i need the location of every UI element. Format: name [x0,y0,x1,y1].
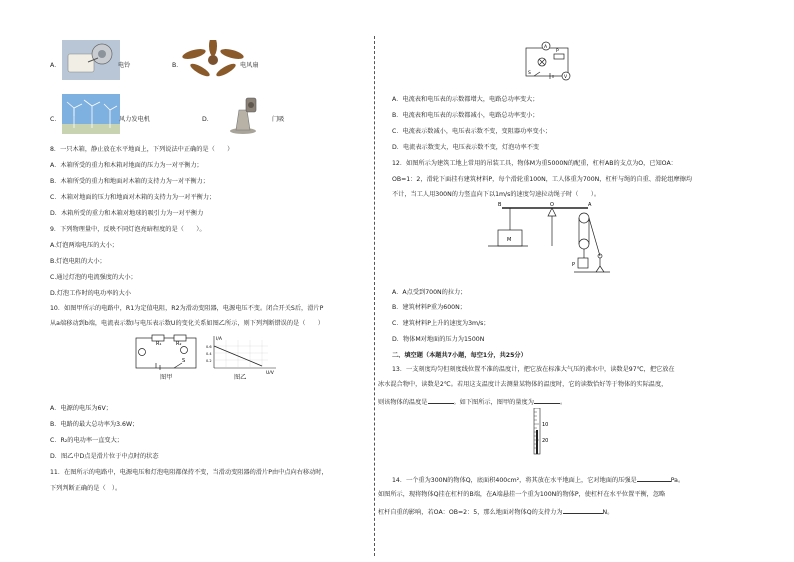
q9-option-b: B.灯泡电阻的大小； [50,258,106,265]
q14-line-1-part-b: Pa。 [670,477,685,484]
ceiling-fan-image [182,40,244,84]
section-2-heading: 二、填空题（本题共7小题，每空1分，共25分） [392,352,527,359]
q12-stem-line-3: 不计，当工人用300N的力竖直向下以1m/s的速度匀速拉动绳子时（ ）。 [392,191,601,198]
q11-option-d: D．电流表示数变大，电压表示数不变，灯泡功率不变 [392,144,540,151]
q11-stem-line-2: 下列判断正确的是（ ）。 [50,485,122,492]
q10-fig-1-caption: 图甲 [160,374,173,381]
q12-lever-pulley-diagram [488,200,612,284]
q13-line-1: 13．一支刻度均匀但刻度线位置不准的温度计，把它放在标准大气压的沸水中，读数是97℃，把它放在 [392,366,675,373]
q14-line-2: 如图所示，现将物体Q挂在杠杆的B端，在A端悬挂一个重为100N的物体P，使杠杆在水平位置平衡，忽略 [378,491,666,498]
r2-label: R₂ [176,341,182,347]
q14-line-3-part-b: N。 [602,509,614,516]
q14-line-1-part-a: 14．一个重为300N的物体Q，底面积400cm²，将其放在水平地面上，它对地面的压强是 [392,477,637,484]
q9-option-d: D.灯泡工作时的电功率的大小 [50,290,131,297]
q8-stem: 8．一只木箱，静止放在水平地面上，下列说法中正确的是（ ） [50,146,234,153]
q7-option-a-name: 电铃 [118,62,131,69]
q7-option-d-label: D． [202,116,213,123]
q14-blank-1[interactable] [637,475,671,482]
switch-label: S [528,71,531,76]
thermo-tick-10: 10 [542,422,549,428]
q14-blank-2[interactable] [563,507,603,514]
q10-circuit-diagram [132,332,202,376]
wind-turbine-image [62,94,120,138]
q10-option-c: C．R₂的电功率一直变大； [50,437,123,444]
q7-option-b-label: B． [172,62,183,69]
q12-option-a: A．A点受到700N的拉力； [392,289,467,296]
q10-stem-line-1: 10．如图甲所示的电路中，R1为定值电阻，R2为滑动变阻器，电源电压不变。闭合开关S后，滑片P [50,305,324,312]
q8-option-d: D．木箱所受的重力和木箱对地球的吸引力为一对平衡力 [50,210,204,217]
q8-option-a: A．木箱所受的重力和木箱对地面的压力为一对平衡力； [50,162,203,169]
column-divider [374,36,375,556]
q7-option-b-name: 电风扇 [240,62,259,69]
q11-option-a: A．电流表和电压表的示数都增大，电路总功率变大； [392,96,539,103]
q12-option-c: C．建筑材料P上升的速度为3m/s； [392,320,490,327]
thermo-tick-20: 20 [542,438,549,444]
q12-option-d: D．物体M对地面的压力为1500N [392,336,485,343]
slider-p-label: P [556,49,559,54]
q11-option-b: B．电流表和电压表的示数都减小，电路总功率变小； [392,112,539,119]
ammeter-label: A [544,45,548,50]
weight-m-label: M [507,237,512,243]
q14-line-3 [378,507,613,517]
q11-option-c: C．电流表示数减小，电压表示数不变，变阻器功率变小； [392,128,552,135]
electric-bell-image [62,40,120,84]
fulcrum-o-label: O [550,202,554,208]
q7-option-c-label: C． [50,116,61,123]
q10-stem-line-2: 从a端移动到b端，电流表示数I与电压表示数U的变化关系如图乙所示，则下列判断错误的是（ ） [50,320,324,327]
q12-stem-line-1: 12．如图所示为建筑工地上常用的吊装工具，物体M为重5000N的配重，杠杆AB的支点为O，已知OA： [392,160,677,167]
q11-circuit-diagram [520,38,578,90]
q7-option-a-label: A． [50,62,61,69]
q13-line-3-part-c: 。 [559,399,567,406]
q7-option-d-name: 门吸 [272,116,285,123]
q9-stem: 9．下列物理量中，反映不同灯泡亮暗程度的是（ ）。 [50,226,206,233]
material-p-label: P [572,262,576,268]
graph-x-label: U/V [266,371,274,374]
q10-iu-graph [206,334,282,378]
q12-option-b: B．建筑材料P重为600N； [392,304,466,311]
q7-option-c-name: 风力发电机 [119,116,150,123]
q10-option-a: A．电源的电压为6V； [50,405,112,412]
graph-y-tick-1: 0.6 [206,345,212,349]
graph-y-label: I/A [216,337,222,342]
q10-fig-2-caption: 图乙 [234,374,247,381]
q14-line-1 [392,475,684,485]
door-stopper-image [226,92,260,140]
graph-y-tick-2: 0.4 [206,352,212,356]
point-b-label: B [498,202,502,208]
q14-line-3-part-a: 杠杆自重的影响，若OA：OB=2：5，那么地面对物体Q的支持力为 [378,509,563,516]
q10-option-b: B．电路的最大总功率为3.6W； [50,421,139,428]
voltmeter-label: V [564,75,568,80]
q9-option-a: A.灯泡两端电压的大小； [50,242,118,249]
q13-line-3-part-b: 。如下图所示，图甲的量度为 [453,399,534,406]
q9-option-c: C.通过灯泡的电流强度的大小； [50,274,137,281]
q13-line-3-part-a: 则该物体的温度是 [378,399,428,406]
q8-option-c: C．木箱对地面的压力和地面对木箱的支持力为一对平衡力； [50,194,216,201]
r1-label: R₁ [156,341,162,347]
q8-option-b: B．木箱所受的重力和地面对木箱的支持力为一对平衡力； [50,178,209,185]
q10-option-d: D．图乙中D点是滑片位于中点时的状态 [50,453,159,460]
q13-line-3 [378,397,566,407]
q13-blank-2[interactable] [534,397,560,404]
q13-line-2: 冰水混合物中，读数是2℃。若用这支温度计去测量某物体的温度时，它的读数恰好等于物体的实际温度， [378,381,668,388]
point-a-label: A [588,202,592,208]
q13-blank-1[interactable] [428,397,454,404]
q12-stem-line-2: OB=1：2，滑轮下面挂有建筑材料P，每个滑轮重100N，工人体重为700N，杠杆与绳的自重、滑轮组摩擦均 [392,176,693,183]
thermometer-image [528,408,558,460]
switch-s-label: S [182,358,186,364]
graph-y-tick-3: 0.2 [206,359,212,363]
q11-stem-line-1: 11．在图所示的电路中，电源电压和灯泡电阻都保持不变，当滑动变阻器的滑片P由中点向右移动时， [50,469,328,476]
